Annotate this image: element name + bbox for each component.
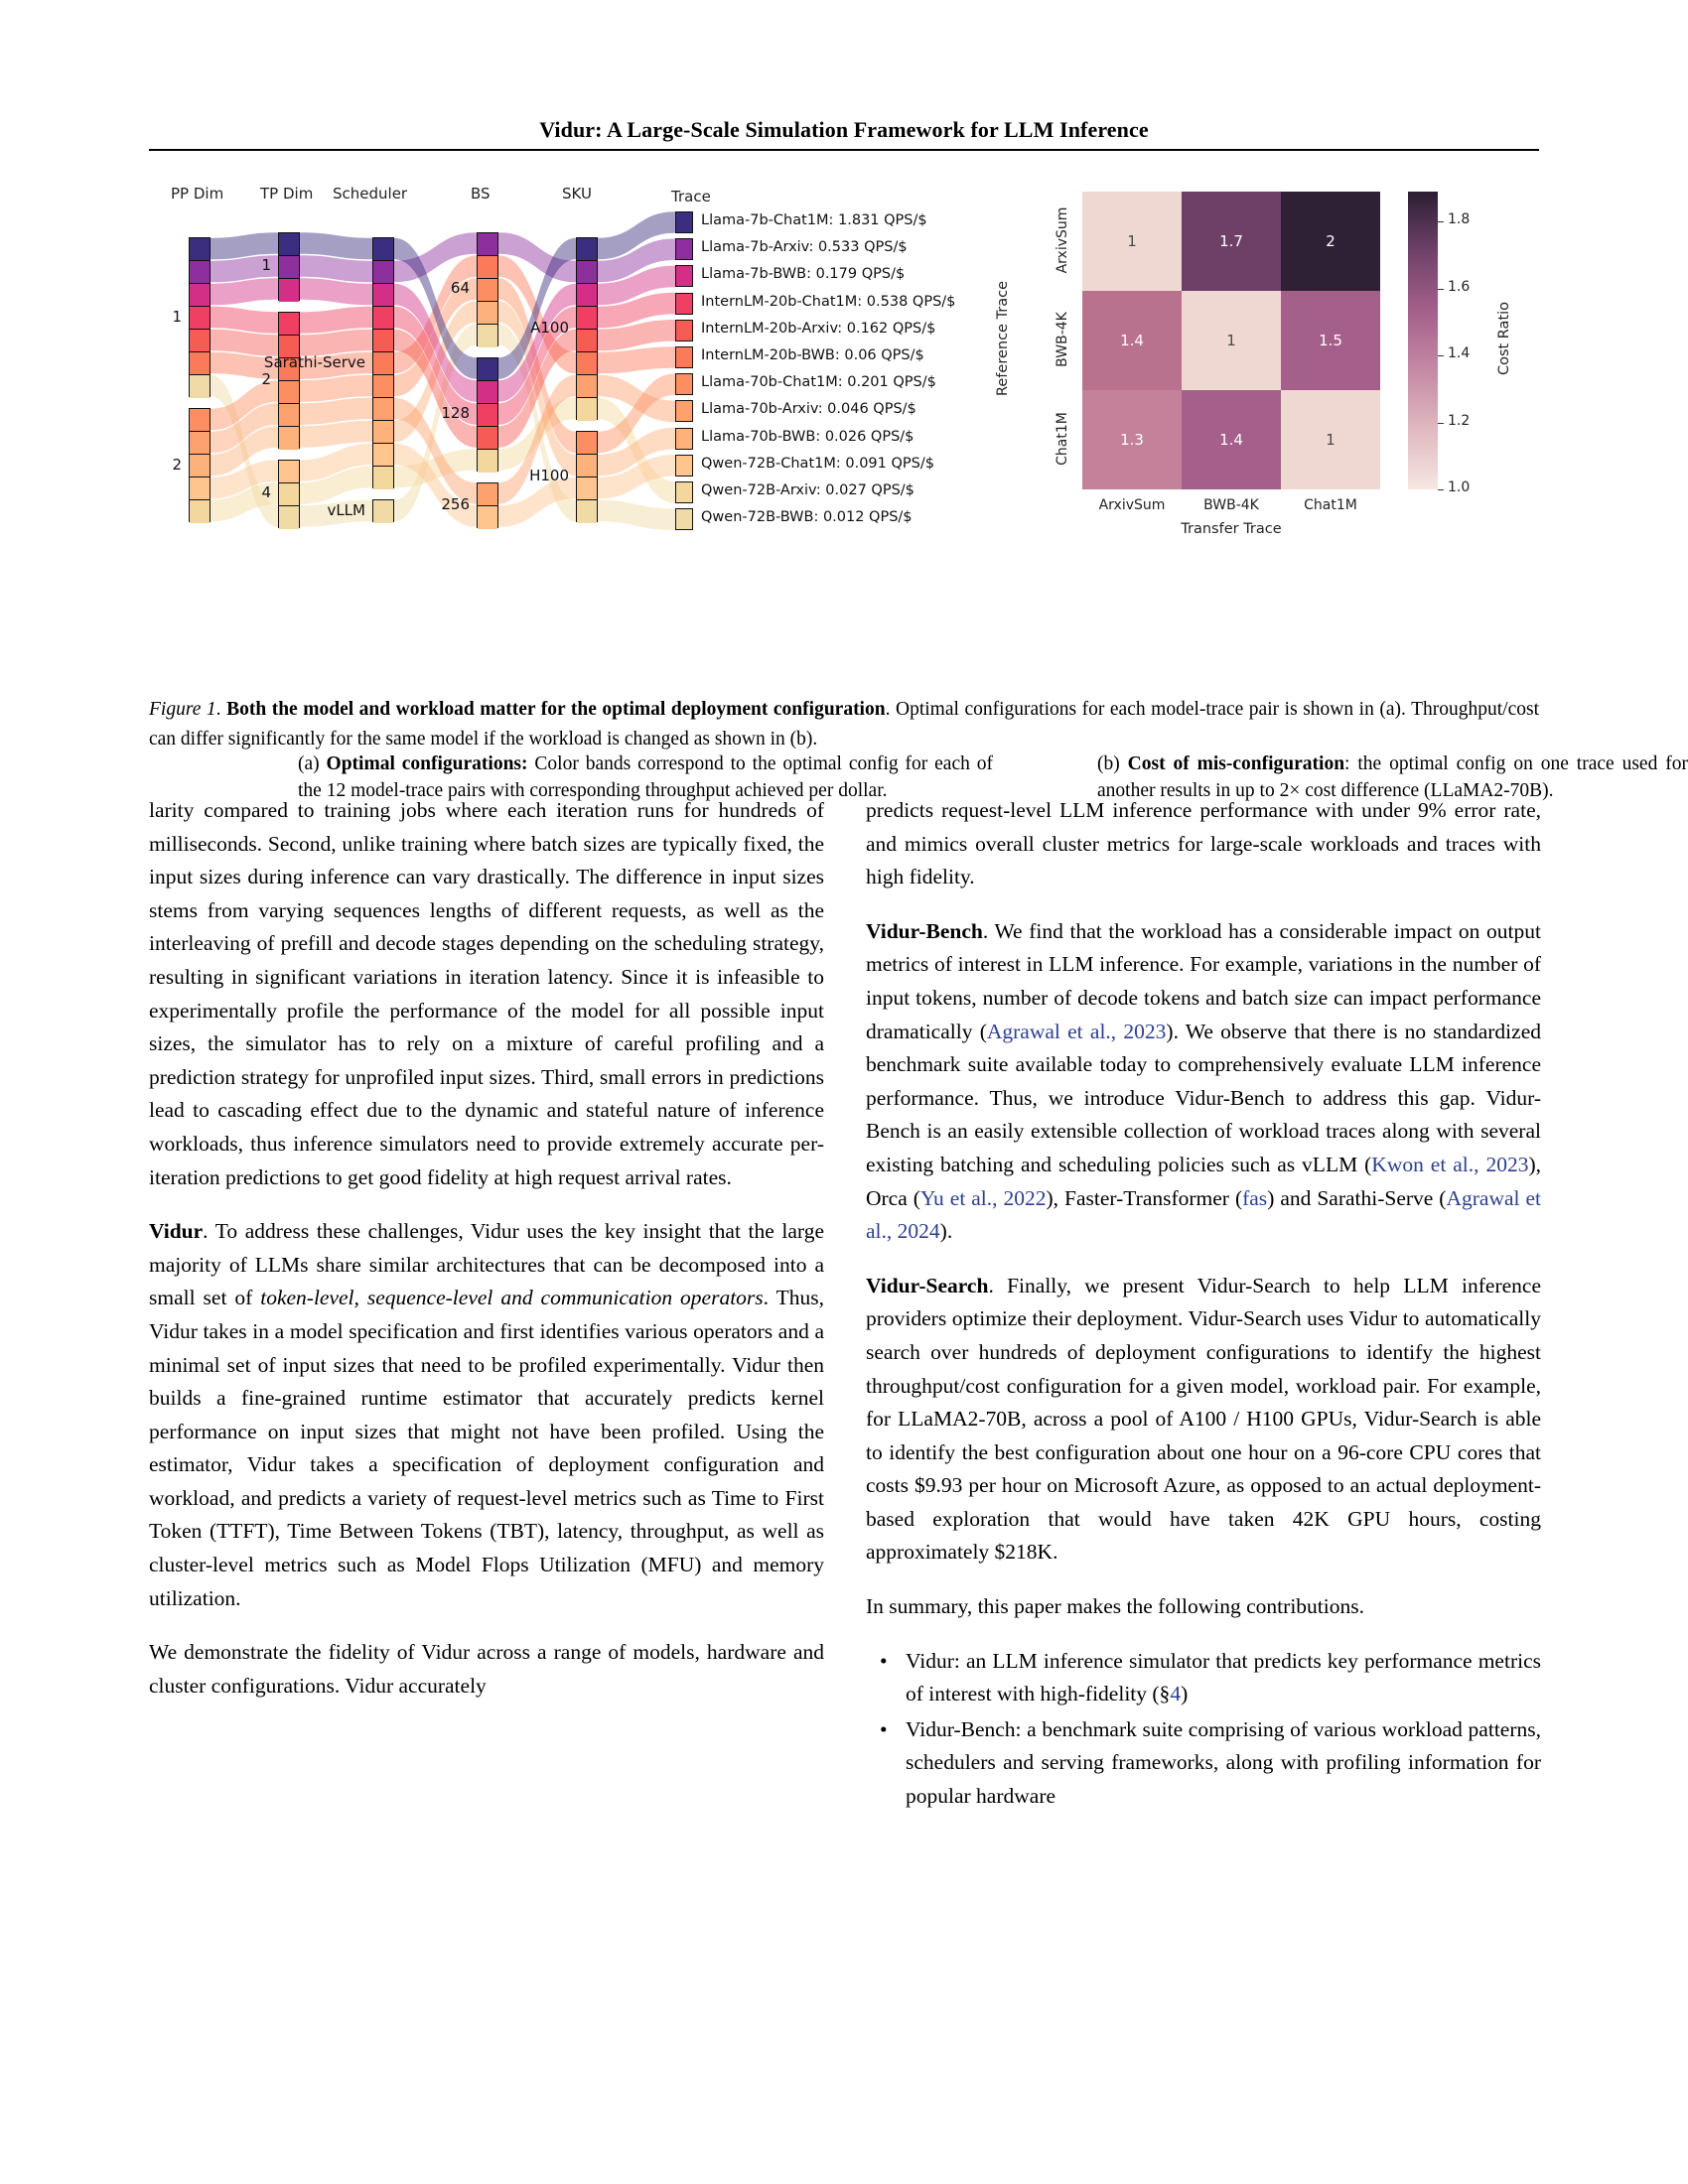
cost-ratio-heatmap: [904, 174, 1539, 571]
sankey-node-segment: [190, 330, 210, 352]
colorbar: [1408, 192, 1438, 489]
sankey-node-segment: [190, 375, 210, 398]
sankey-node-label: 1: [172, 307, 182, 326]
contribution-item: [906, 1713, 1541, 1814]
trace-color-swatch: [675, 481, 693, 503]
contribution-item: [906, 1645, 1541, 1711]
heatmap-y-axis-label: Reference Trace: [995, 280, 1011, 397]
trace-legend-label: InternLM-20b-Arxiv: 0.162 QPS/$: [701, 320, 936, 337]
sankey-node-segment: [279, 233, 299, 256]
trace-color-swatch: [675, 373, 693, 395]
trace-color-swatch: [675, 455, 693, 477]
sankey-node: [189, 237, 211, 397]
heatmap-cell: 1: [1281, 390, 1380, 489]
colorbar-tick-label: 1.0: [1448, 479, 1471, 495]
citation-kwon-2023[interactable]: Kwon et al., 2023: [1371, 1152, 1529, 1176]
colorbar-label: Cost Ratio: [1496, 301, 1512, 376]
sankey-node-segment: [279, 313, 299, 336]
sankey-node-segment: [279, 381, 299, 404]
vidur-lead-in: Vidur: [149, 1219, 204, 1244]
heatmap-cell: 1.4: [1182, 390, 1281, 489]
sankey-flow-band: [300, 255, 372, 282]
sankey-flow-band: [598, 346, 675, 373]
sankey-node-segment: [478, 483, 497, 506]
trace-color-swatch: [675, 238, 693, 260]
sankey-flow-band: [300, 398, 372, 425]
subcap-a-bold: Optimal configurations:: [326, 753, 528, 774]
trace-color-swatch: [675, 428, 693, 450]
heatmap-cell: 1: [1182, 291, 1281, 390]
sankey-node-segment: [577, 455, 597, 478]
sankey-node-label: Sarathi-Serve: [263, 352, 365, 371]
sankey-node-label: 256: [441, 494, 470, 513]
vidur-italic-ops: token-level, sequence-level and communication operators: [260, 1286, 764, 1310]
sankey-node: [576, 431, 598, 522]
sankey-node: [278, 460, 300, 528]
heatmap-cell: 1.3: [1082, 390, 1182, 489]
paragraph-continuation: larity compared to training jobs where each iteration runs for hundreds of milliseconds. Second, unlike training where batch sizes are typically fixed, the input sizes during inference can vary drastically. The difference in input sizes stems from varying sequences lengths of different requests, as well as the interleaving of prefill and decode stages depending on the scheduling strategy, resulting in significant variations in iteration latency. Since it is infeasible to experimentally profile the performance of the model for all possible input sizes, the simulator has to rely on a mixture of careful profiling and a prediction strategy for unprofiled input sizes. Third, small errors in predictions lead to cascading effect due to the dynamic and stateful nature of inference workloads, thus inference simulators need to provide extremely accurate per-iteration predictions to get good fidelity at high request arrival rates.: [149, 798, 824, 1189]
contribution-text: Vidur: an LLM inference simulator that predicts key performance metrics of interest with high-fidelity (§: [906, 1648, 1541, 1706]
sankey-node-segment: [478, 302, 497, 325]
trace-legend-label: Llama-70b-BWB: 0.026 QPS/$: [701, 428, 914, 445]
sankey-node-segment: [577, 478, 597, 500]
sankey-node-segment: [190, 500, 210, 523]
sankey-node: [477, 232, 498, 346]
sankey-node-segment: [478, 450, 497, 473]
trace-legend-label: InternLM-20b-BWB: 0.06 QPS/$: [701, 347, 924, 363]
citation-yu-2022[interactable]: Yu et al., 2022: [919, 1185, 1047, 1210]
sankey-node-segment: [373, 330, 393, 352]
sankey-node-segment: [373, 261, 393, 284]
sankey-node-segment: [577, 398, 597, 421]
sankey-flow-band: [211, 307, 278, 334]
trace-legend-title: Trace: [671, 188, 711, 205]
trace-color-swatch: [675, 508, 693, 530]
trace-color-swatch: [675, 265, 693, 287]
trace-color-swatch: [675, 211, 693, 233]
sankey-node-segment: [279, 256, 299, 279]
paragraph-vidur-search: [866, 1270, 1541, 1570]
sankey-flow-band: [300, 278, 372, 305]
sankey-node-segment: [190, 455, 210, 478]
sankey-node-segment: [373, 398, 393, 421]
trace-legend-label: InternLM-20b-Chat1M: 0.538 QPS/$: [701, 293, 956, 310]
sankey-node-segment: [577, 238, 597, 261]
sankey-node-label: H100: [529, 467, 569, 484]
sankey-node-label: A100: [530, 319, 569, 337]
sankey-column-title: Scheduler: [333, 185, 408, 203]
figure-caption-rest: . Optimal configurations for each model-trace pair is shown in (a). Throughput/cost can differ significantly for the same model if the workload is changed as shown in (b).: [149, 699, 1539, 750]
figure-1: [149, 174, 1688, 801]
colorbar-tick-label: 1.2: [1448, 412, 1471, 429]
contributions-list: [866, 1645, 1541, 1814]
vidur-text-b: . Thus, Vidur takes in a model specification and first identifies various operators and a minimal set of input sizes that need to be profiled experimentally. Vidur then builds a fine-grained runtime estimator that accurately predicts kernel performance on input sizes that might not have been profiled. Using the estimator, Vidur takes a specification of deployment configuration and workload, and predicts a variety of request-level metrics such as Time to First Token (TTFT), Time Between Tokens (TBT), latency, throughput, as well as cluster-level metrics such as Model Flops Utilization (MFU) and memory utilization.: [149, 1286, 824, 1610]
sankey-node-label: 2: [172, 455, 182, 474]
sankey-node-label: 2: [261, 369, 271, 388]
sankey-node-segment: [190, 261, 210, 284]
trace-legend-label: Qwen-72B-BWB: 0.012 QPS/$: [701, 509, 913, 526]
sankey-column-title: TP Dim: [260, 185, 314, 203]
sankey-node-segment: [279, 483, 299, 506]
trace-legend-label: Llama-70b-Arxiv: 0.046 QPS/$: [701, 401, 916, 418]
sankey-node-segment: [279, 427, 299, 450]
sankey-node-segment: [373, 421, 393, 444]
sankey-node-segment: [373, 444, 393, 467]
sankey-node-segment: [190, 238, 210, 261]
vb-text-c: ), Orca (: [866, 1152, 1541, 1210]
sankey-node-segment: [478, 404, 497, 427]
trace-color-swatch: [675, 346, 693, 368]
colorbar-tick-label: 1.8: [1448, 211, 1471, 227]
running-head: Vidur: A Large-Scale Simulation Framework for LLM Inference: [539, 117, 1149, 142]
colorbar-tick-label: 1.6: [1448, 278, 1471, 295]
sankey-node: [278, 232, 300, 301]
sankey-node-segment: [577, 432, 597, 455]
sankey-node-segment: [478, 381, 497, 404]
sankey-node-segment: [190, 432, 210, 455]
trace-color-swatch: [675, 400, 693, 422]
sankey-flow-band: [300, 421, 372, 448]
paragraph-summary: In summary, this paper makes the following contributions.: [866, 1594, 1364, 1619]
section-reference[interactable]: 4: [1170, 1682, 1182, 1706]
sankey-node-segment: [478, 358, 497, 381]
vb-text-a: . We find that the workload has a considerable impact on output metrics of interest in LLM inference. For example, variations in the number of input tokens, number of decode tokens and batch size can impact performance dramatically (: [866, 918, 1541, 1043]
sankey-node: [372, 499, 394, 522]
sankey-node-segment: [373, 284, 393, 307]
heatmap-x-axis-label: Transfer Trace: [1181, 521, 1282, 537]
vb-text-e: ) and Sarathi-Serve (: [1267, 1185, 1447, 1210]
sankey-node-segment: [373, 238, 393, 261]
sankey-node-segment: [577, 307, 597, 330]
sankey-node-segment: [577, 330, 597, 352]
sankey-node-segment: [478, 427, 497, 450]
heatmap-y-tick: ArxivSum: [1055, 206, 1070, 274]
sankey-node-label: vLLM: [327, 500, 365, 519]
heatmap-grid: [1082, 192, 1380, 489]
body-column-right: [866, 794, 1541, 1816]
sankey-node-segment: [190, 478, 210, 500]
colorbar-tick-label: 1.4: [1448, 345, 1471, 361]
vs-text-a: . Finally, we present Vidur-Search to help LLM inference providers optimize their deployment. Vidur-Search uses Vidur to automatically search over hundreds of deployment configurations to identify the highest throughput/cost configuration for a given model, workload pair. For example, for LLaMA2-70B, across a pool of A100 / H100 GPUs, Vidur-Search is able to identify the best configuration about one hour on a 96-core CPU cores that costs $9.93 per hour on Microsoft Azure, as opposed to an actual deployment-based exploration that would have taken 42K GPU hours, costing approximately $218K.: [866, 1273, 1541, 1565]
sankey-node-segment: [577, 500, 597, 523]
vidur-search-lead-in: Vidur-Search: [866, 1273, 989, 1297]
sankey-node-segment: [577, 261, 597, 284]
trace-color-swatch: [675, 320, 693, 341]
sankey-node: [372, 237, 394, 488]
sankey-column-title: SKU: [562, 185, 592, 203]
figure-caption-bold: Both the model and workload matter for the optimal deployment configuration: [226, 699, 886, 720]
sankey-node-segment: [190, 409, 210, 432]
sankey-node-segment: [279, 461, 299, 483]
citation-agrawal-2023[interactable]: Agrawal et al., 2023: [986, 1019, 1167, 1043]
heatmap-y-tick: Chat1M: [1055, 412, 1070, 466]
trace-legend-label: Qwen-72B-Arxiv: 0.027 QPS/$: [701, 482, 914, 498]
figure-caption: Figure 1. Both the model and workload matter for the optimal deployment configuration. Optimal configurations for each model-trace pair is shown in (a). Throughput/cost can differ significantly for the same model if the workload is changed as shown in (b).: [149, 699, 1539, 750]
trace-legend-label: Llama-70b-Chat1M: 0.201 QPS/$: [701, 374, 936, 391]
heatmap-cell: 1.7: [1182, 192, 1281, 291]
sankey-node: [576, 237, 598, 420]
sankey-node-segment: [577, 375, 597, 398]
sankey-node: [278, 312, 300, 449]
sankey-node-segment: [478, 233, 497, 256]
sankey-node-label: 1: [261, 256, 271, 274]
sankey-column-title: BS: [471, 185, 491, 203]
sankey-node-segment: [190, 307, 210, 330]
paragraph-vidur: [149, 1215, 824, 1615]
paragraph-fidelity: We demonstrate the fidelity of Vidur across a range of models, hardware and cluster configurations. Vidur accurately: [149, 1640, 824, 1698]
colorbar-tick-dash: [1438, 289, 1444, 290]
subcap-b-rest: : the optimal config on one trace used for another results in up to 2× cost difference (LLaMA2-70B).: [1097, 753, 1688, 801]
colorbar-tick-dash: [1438, 423, 1444, 424]
sankey-node-segment: [373, 467, 393, 489]
vb-text-f: ).: [939, 1219, 953, 1244]
subcap-a-rest: Color bands correspond to the optimal config for each of the 12 model-trace pairs with corresponding throughput achieved per dollar.: [298, 753, 993, 801]
sankey-node-segment: [373, 307, 393, 330]
sankey-node-segment: [478, 506, 497, 529]
citation-fas[interactable]: fas: [1242, 1185, 1268, 1210]
sankey-node-segment: [373, 375, 393, 398]
sankey-flow-band: [300, 375, 372, 402]
sankey-node: [477, 482, 498, 528]
sankey-node-segment: [478, 325, 497, 347]
heatmap-y-tick: BWB-4K: [1055, 312, 1070, 367]
colorbar-tick-dash: [1438, 489, 1444, 490]
sankey-node: [189, 408, 211, 522]
sankey-flow-band: [300, 232, 372, 259]
trace-legend-label: Qwen-72B-Chat1M: 0.091 QPS/$: [701, 455, 934, 472]
paragraph-predicts: predicts request-level LLM inference performance with under 9% error rate, and mimics overall cluster metrics for large-scale workloads and traces with high fidelity.: [866, 798, 1541, 889]
sankey-node-label: 64: [450, 279, 470, 297]
trace-color-swatch: [675, 293, 693, 315]
paragraph-vidur-bench: [866, 915, 1541, 1249]
sankey-node-segment: [190, 352, 210, 375]
trace-legend-label: Llama-7b-Chat1M: 1.831 QPS/$: [701, 212, 927, 228]
sankey-node: [477, 357, 498, 472]
sankey-flow-band: [211, 278, 278, 305]
heatmap-cell: 1.4: [1082, 291, 1182, 390]
citation-agrawal-2024[interactable]: Agrawal et al., 2024: [866, 1185, 1541, 1244]
sankey-node-segment: [577, 284, 597, 307]
sankey-node-segment: [478, 256, 497, 279]
sankey-flow-band: [598, 500, 675, 530]
sankey-node-segment: [373, 352, 393, 375]
colorbar-tick-dash: [1438, 221, 1444, 222]
vidur-text-a: . To address these challenges, Vidur uses the key insight that the large majority of LLMs share similar architectures that can be decomposed into a small set of: [149, 1219, 824, 1310]
subcap-b-bold: Cost of mis-configuration: [1127, 753, 1345, 774]
vb-text-d: ), Faster-Transformer (: [1046, 1185, 1243, 1210]
heatmap-x-tick: Chat1M: [1304, 497, 1357, 513]
trace-legend-label: Llama-7b-Arxiv: 0.533 QPS/$: [701, 239, 908, 256]
sankey-node-label: 4: [261, 483, 271, 501]
sankey-column-title: PP Dim: [171, 185, 224, 203]
sankey-node-segment: [190, 284, 210, 307]
figure-number: Figure 1: [149, 699, 216, 720]
vb-text-b: ). We observe that there is no standardized benchmark suite available today to comprehensively evaluate LLM inference performance. Thus, we introduce Vidur-Bench to address this gap. Vidur-Bench is an easily extensible collection of workload traces along with several existing batching and scheduling policies such as vLLM (: [866, 1019, 1541, 1176]
sankey-node-segment: [577, 352, 597, 375]
heatmap-cell: 1.5: [1281, 291, 1380, 390]
sankey-diagram: [149, 174, 956, 571]
heatmap-x-tick: BWB-4K: [1203, 497, 1259, 513]
sankey-node-segment: [373, 500, 393, 523]
heatmap-x-tick: ArxivSum: [1098, 497, 1166, 513]
header-rule: [149, 149, 1539, 151]
sankey-node-segment: [279, 279, 299, 302]
sankey-flow-band: [300, 307, 372, 334]
contribution-text: Vidur-Bench: a benchmark suite comprising of various workload patterns, schedulers and serving frameworks, along with profiling information for popular hardware: [906, 1716, 1541, 1809]
sankey-node-segment: [478, 279, 497, 302]
heatmap-cell: 1: [1082, 192, 1182, 291]
colorbar-tick-dash: [1438, 355, 1444, 356]
subcap-b-prefix: (b): [1097, 753, 1128, 774]
sankey-node-label: 128: [441, 404, 470, 422]
subcap-a-prefix: (a): [298, 753, 327, 774]
trace-legend-label: Llama-7b-BWB: 0.179 QPS/$: [701, 266, 906, 283]
heatmap-cell: 2: [1281, 192, 1380, 291]
body-column-left: [149, 794, 824, 1703]
vidur-bench-lead-in: Vidur-Bench: [866, 918, 983, 943]
sankey-node-segment: [279, 506, 299, 529]
contribution-text-end: ): [1181, 1682, 1189, 1706]
sankey-node-segment: [279, 404, 299, 427]
